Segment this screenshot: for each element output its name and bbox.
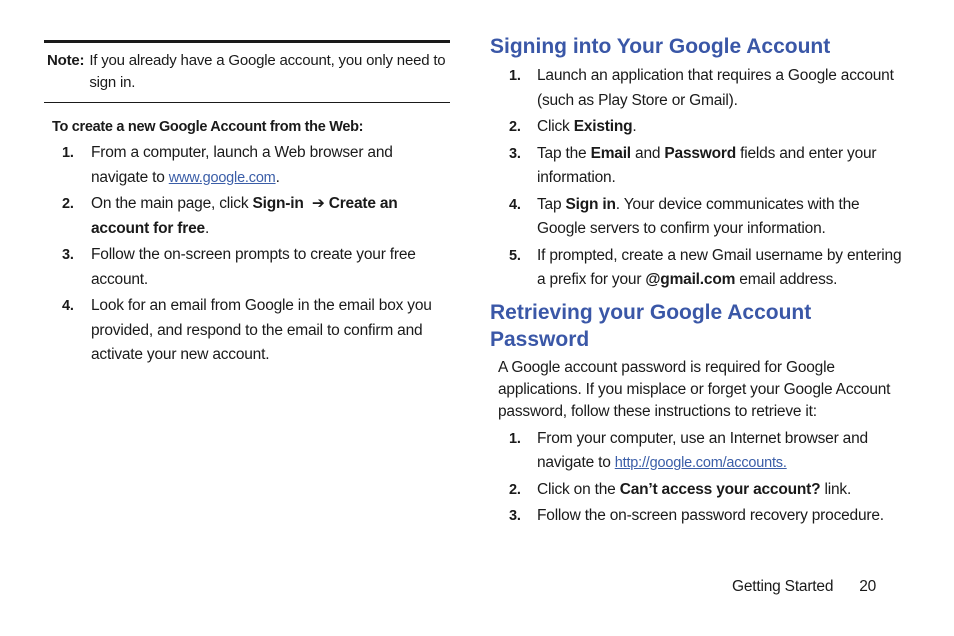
step-text: On the main page, click Sign-in ➔ Create an account for free. [91,195,398,237]
step-text: Follow the on-screen password recovery procedure. [537,507,884,524]
retrieve-section-title: Retrieving your Google Account Password [490,300,812,351]
list-item [44,294,450,368]
sign-in-term: Sign in [565,195,616,213]
step-number: 3. [62,247,74,263]
list-item [490,244,910,293]
step-text: Tap Sign in. Your device communicates with the Google servers to confirm your information. [537,195,860,237]
email-term: Email [590,144,631,162]
page-footer [732,578,876,596]
create-account-heading: To create a new Google Account from the Web: [52,119,364,135]
left-column [44,40,450,370]
step-number: 1. [62,145,74,161]
step-number: 3. [509,508,521,524]
step-text: Tap the Email and Password fields and enter your information. [537,144,877,186]
google-accounts-link[interactable]: http://google.com/accounts. [614,455,787,471]
step-text: Launch an application that requires a Google account (such as Play Store or Gmail). [537,67,894,109]
list-item [44,192,450,241]
step-text: Follow the on-screen prompts to create your free account. [91,246,416,288]
step-text: If prompted, create a new Gmail username by entering a prefix for your @gmail.com email address. [537,246,902,288]
list-item [44,243,450,292]
page-number: 20 [859,578,877,595]
note-text: If you already have a Google account, you only need to sign in. [89,52,446,91]
step-number: 2. [509,119,521,135]
signin-steps [490,64,910,293]
note-label: Note: [47,52,85,69]
step-text: Look for an email from Google in the email box you provided, and respond to the email to confirm and activate your new account. [91,297,432,363]
sign-in-term: Sign-in [252,195,304,212]
step-number: 4. [509,196,521,213]
google-link[interactable]: www.google.com [168,169,276,186]
create-account-term: Create an account for free [91,195,398,237]
step-number: 1. [509,68,521,84]
list-item [490,427,910,476]
footer-section: Getting Started [732,578,834,595]
retrieve-steps [490,427,910,529]
list-item [490,478,910,503]
list-item [490,115,910,140]
list-item [490,64,910,113]
step-number: 4. [62,298,74,314]
step-text: From a computer, launch a Web browser and navigate to www.google.com. [91,144,393,186]
signin-section-title: Signing into Your Google Account [490,35,831,58]
step-text: Click on the Can’t access your account? link. [537,480,852,498]
list-item [490,193,910,242]
cant-access-term: Can’t access your account? [619,480,821,498]
list-item [490,142,910,191]
existing-term: Existing [573,118,633,135]
arrow-icon: ➔ [311,195,325,212]
step-number: 1. [509,430,521,447]
gmail-term: @gmail.com [645,271,736,288]
note-box [44,40,450,103]
retrieve-intro: A Google account password is required for Google applications. If you misplace or forget your Google Account password, follow these instructions to retrieve it: [498,358,891,420]
list-item [490,504,910,529]
step-number: 3. [509,145,521,162]
list-item [44,141,450,190]
step-number: 2. [62,196,74,212]
password-term: Password [664,144,737,162]
step-number: 5. [509,247,521,264]
step-text: From your computer, use an Internet browser and navigate to http://google.com/accounts. [537,429,868,471]
step-number: 2. [509,481,521,498]
step-text: Click Existing. [537,118,637,135]
create-account-steps [44,141,450,368]
right-column [490,33,910,531]
